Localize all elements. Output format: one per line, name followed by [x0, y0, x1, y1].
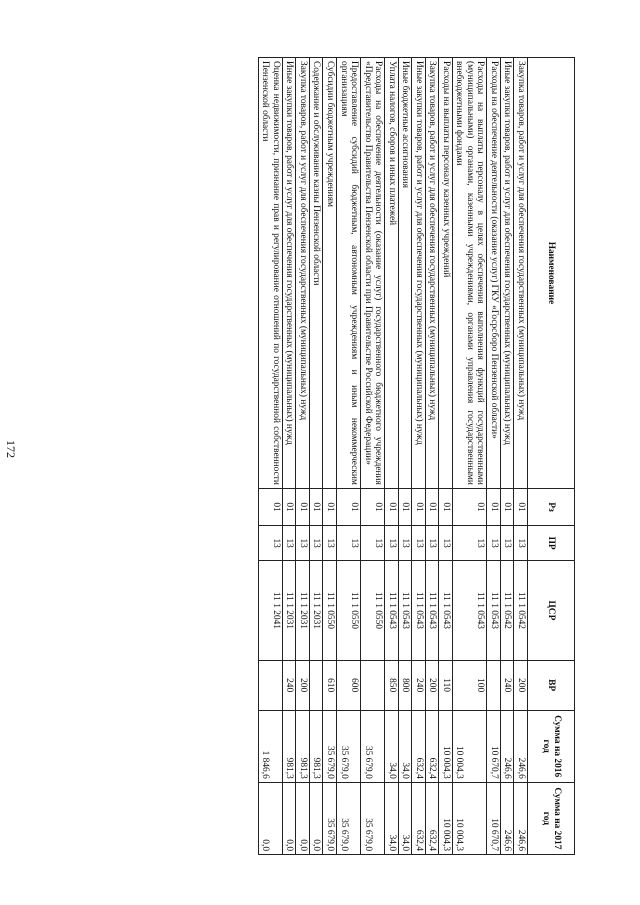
- row-pr: 13: [398, 526, 412, 561]
- row-rz: 01: [309, 488, 323, 525]
- row-csr: 11 1 0543: [487, 561, 501, 661]
- row-pr: 13: [361, 526, 385, 561]
- row-csr: 11 1 2031: [282, 561, 296, 661]
- row-sum-2017: 0,0: [309, 782, 323, 854]
- row-sum-2016: 35 679,0: [337, 710, 361, 782]
- row-name: Расходы на обеспечение деятельности (оказание услуг) государственного бюджетного учреждения «Представительство Правительства Пензенской области при Правительстве Российской Федерации»: [361, 58, 385, 489]
- row-vr: [487, 660, 501, 710]
- row-name: Иные закупки товаров, работ и услуг для обеспечения государственных (муниципальных) нужд: [500, 58, 514, 489]
- row-vr: 100: [452, 660, 487, 710]
- row-sum-2017: 0,0: [282, 782, 296, 854]
- table-row: [398, 58, 412, 855]
- row-sum-2017: 10 004,3: [439, 782, 453, 854]
- row-pr: 13: [487, 526, 501, 561]
- column-header: Сумма на 2016 год: [528, 710, 575, 782]
- table-row: [439, 58, 453, 855]
- table-row: [282, 58, 296, 855]
- table-row: [500, 58, 514, 855]
- row-name: Содержание и обслуживание казны Пензенской области: [309, 58, 323, 489]
- row-vr: [258, 660, 282, 710]
- row-name: Иные закупки товаров, работ и услуг для обеспечения государственных (муниципальных) нужд: [412, 58, 426, 489]
- row-vr: 600: [337, 660, 361, 710]
- table-header-row: [528, 58, 575, 855]
- row-sum-2016: 246,6: [500, 710, 514, 782]
- row-vr: 850: [385, 660, 399, 710]
- page-number: 172: [4, 440, 18, 458]
- row-rz: 01: [385, 488, 399, 525]
- row-pr: 13: [425, 526, 439, 561]
- row-pr: 13: [385, 526, 399, 561]
- row-csr: 11 1 0543: [385, 561, 399, 661]
- row-rz: 01: [398, 488, 412, 525]
- row-rz: 01: [500, 488, 514, 525]
- row-pr: 13: [309, 526, 323, 561]
- row-csr: 11 1 2031: [309, 561, 323, 661]
- row-sum-2016: 1 846,6: [258, 710, 282, 782]
- row-vr: 200: [296, 660, 310, 710]
- row-rz: 01: [439, 488, 453, 525]
- row-name: Расходы на выплаты персоналу в целях обеспечения выполнения функций государственными (муниципальными) органами, казенными учреждениями, органами управления государственными внебюджетными фондами: [452, 58, 487, 489]
- row-vr: [309, 660, 323, 710]
- row-vr: 200: [425, 660, 439, 710]
- row-pr: 13: [412, 526, 426, 561]
- row-rz: 01: [258, 488, 282, 525]
- table-row: [412, 58, 426, 855]
- row-csr: 11 1 0543: [452, 561, 487, 661]
- row-pr: 13: [323, 526, 337, 561]
- row-name: Расходы на обеспечение деятельности (оказание услуг) ГКУ «Госрсборо Пензенской области»: [487, 58, 501, 489]
- table-body: [258, 58, 527, 855]
- row-sum-2016: 632,4: [425, 710, 439, 782]
- row-sum-2017: 35 679,0: [337, 782, 361, 854]
- row-sum-2017: 10 670,7: [487, 782, 501, 854]
- row-vr: 110: [439, 660, 453, 710]
- row-vr: 240: [412, 660, 426, 710]
- row-rz: 01: [487, 488, 501, 525]
- row-sum-2016: 10 004,3: [452, 710, 487, 782]
- row-rz: 01: [282, 488, 296, 525]
- row-sum-2017: 0,0: [258, 782, 282, 854]
- row-pr: 13: [258, 526, 282, 561]
- row-sum-2017: 632,4: [425, 782, 439, 854]
- row-rz: 01: [296, 488, 310, 525]
- table-row: [361, 58, 385, 855]
- row-rz: 01: [361, 488, 385, 525]
- row-sum-2016: 34,0: [385, 710, 399, 782]
- row-sum-2017: 246,6: [500, 782, 514, 854]
- row-name: Иные закупки товаров, работ и услуг для обеспечения государственных (муниципальных) нужд: [282, 58, 296, 489]
- row-pr: 13: [514, 526, 528, 561]
- row-sum-2017: 246,6: [514, 782, 528, 854]
- table-row: [296, 58, 310, 855]
- table-row: [309, 58, 323, 855]
- row-sum-2016: 632,4: [412, 710, 426, 782]
- row-vr: [361, 660, 385, 710]
- row-rz: 01: [337, 488, 361, 525]
- row-sum-2017: 10 004,3: [452, 782, 487, 854]
- row-csr: 11 1 0543: [439, 561, 453, 661]
- row-vr: 240: [500, 660, 514, 710]
- row-vr: 240: [282, 660, 296, 710]
- column-header: ПР: [528, 526, 575, 561]
- row-vr: 200: [514, 660, 528, 710]
- row-sum-2017: 34,0: [385, 782, 399, 854]
- table-row: [258, 58, 282, 855]
- row-csr: 11 1 2031: [296, 561, 310, 661]
- table-row: [323, 58, 337, 855]
- row-pr: 13: [452, 526, 487, 561]
- row-sum-2016: 35 679,0: [323, 710, 337, 782]
- row-sum-2016: 10 004,3: [439, 710, 453, 782]
- row-csr: 11 1 0550: [323, 561, 337, 661]
- table-row: [385, 58, 399, 855]
- row-pr: 13: [282, 526, 296, 561]
- row-csr: 11 1 2041: [258, 561, 282, 661]
- table-row: [337, 58, 361, 855]
- row-pr: 13: [439, 526, 453, 561]
- row-csr: 11 1 0542: [514, 561, 528, 661]
- row-name: Предоставление субсидий бюджетным, автономным учреждениям и иным некоммерческим организациям: [337, 58, 361, 489]
- row-csr: 11 1 0550: [337, 561, 361, 661]
- row-name: Иные бюджетные ассигнования: [398, 58, 412, 489]
- row-name: Расходы на выплаты персоналу казенных учреждений: [439, 58, 453, 489]
- row-vr: 800: [398, 660, 412, 710]
- row-sum-2016: 981,3: [296, 710, 310, 782]
- row-sum-2016: 981,3: [309, 710, 323, 782]
- row-sum-2017: 0,0: [296, 782, 310, 854]
- row-sum-2017: 34,0: [398, 782, 412, 854]
- row-sum-2016: 981,3: [282, 710, 296, 782]
- row-csr: 11 1 0543: [425, 561, 439, 661]
- row-pr: 13: [500, 526, 514, 561]
- row-csr: 11 1 0543: [398, 561, 412, 661]
- row-vr: 610: [323, 660, 337, 710]
- row-csr: 11 1 0543: [412, 561, 426, 661]
- row-sum-2016: 34,0: [398, 710, 412, 782]
- row-name: Закупка товаров, работ и услуг для обеспечения государственных (муниципальных) нужд: [514, 58, 528, 489]
- row-rz: 01: [425, 488, 439, 525]
- row-sum-2016: 246,6: [514, 710, 528, 782]
- row-sum-2016: 35 679,0: [361, 710, 385, 782]
- row-rz: 01: [323, 488, 337, 525]
- column-header: ВР: [528, 660, 575, 710]
- column-header: Рз: [528, 488, 575, 525]
- row-name: Закупка товаров, работ и услуг для обеспечения государственных (муниципальных) нужд: [425, 58, 439, 489]
- column-header: Сумма на 2017 год: [528, 782, 575, 854]
- row-name: Субсидии бюджетным учреждениям: [323, 58, 337, 489]
- row-name: Уплата налогов, сборов и иных платежей: [385, 58, 399, 489]
- row-sum-2017: 632,4: [412, 782, 426, 854]
- row-name: Закупка товаров, работ и услуг для обеспечения государственных (муниципальных) нужд: [296, 58, 310, 489]
- table-row: [514, 58, 528, 855]
- row-sum-2016: 10 670,7: [487, 710, 501, 782]
- row-pr: 13: [337, 526, 361, 561]
- row-sum-2017: 35 679,0: [361, 782, 385, 854]
- row-csr: 11 1 0542: [500, 561, 514, 661]
- row-pr: 13: [296, 526, 310, 561]
- rotated-table-container: [101, 57, 575, 855]
- table-row: [425, 58, 439, 855]
- column-header: ЦСР: [528, 561, 575, 661]
- row-rz: 01: [514, 488, 528, 525]
- column-header: Наименование: [528, 58, 575, 489]
- budget-table: [258, 57, 575, 855]
- row-csr: 11 1 0550: [361, 561, 385, 661]
- table-row: [487, 58, 501, 855]
- row-sum-2017: 35 679,0: [323, 782, 337, 854]
- table-row: [452, 58, 487, 855]
- row-rz: 01: [412, 488, 426, 525]
- row-rz: 01: [452, 488, 487, 525]
- row-name: Оценка недвижимости, признание прав и регулирование отношений по государственной собственности Пензенской области: [258, 58, 282, 489]
